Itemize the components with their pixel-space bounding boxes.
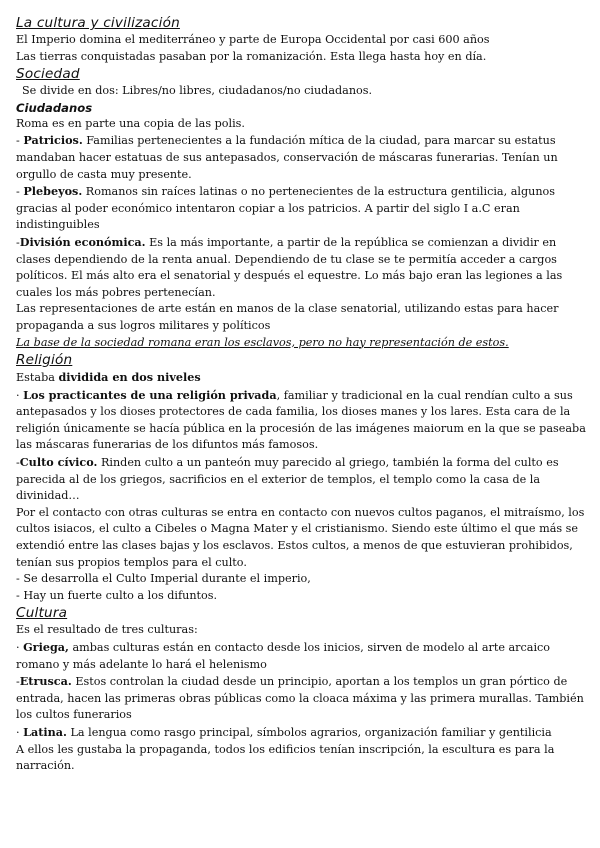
list-item-division-economica: -División económica. Es la más importante, a partir de la república se comienzan a dividir en clases dependiendo de la renta anual. Dependiendo de tu clase se te permitía acceder a cargos políticos. El más alto era el senatorial y después el equestre. Lo más bajo eran las legiones a las cuales los más pobres pertenecían.: [16, 234, 563, 299]
note-esclavos: La base de la sociedad romana eran los esclavos, pero no hay representación de estos.: [16, 335, 509, 349]
paragraph: Por el contacto con otras culturas se entra en contacto con nuevos cultos paganos, el mitraísmo, los cultos isiacos, el culto a Cibeles o Magna Mater y el cristianismo. Siendo este último el que más se extendió entre las clases bajas y los esclavos. Estos cultos, a menos de que estuvieran prohibidos, tenían sus propios templos para el culto.: [16, 505, 585, 569]
paragraph: Estaba dividida en dos niveles: [16, 370, 201, 385]
paragraph: Se divide en dos: Libres/no libres, ciudadanos/no ciudadanos.: [22, 84, 373, 98]
list-item-griega: · Griega, ambas culturas están en contacto desde los inicios, sirven de modelo al arte arcaico romano y más adelante lo hará el helenismo: [16, 640, 551, 671]
list-item-culto-civico: -Culto cívico. Rinden culto a un panteón muy parecido al griego, también la forma del culto es parecida al de los griegos, sacrificios en el exterior de templos, el templo como la casa de la divinidad…: [16, 455, 559, 503]
list-item-plebeyos: - Plebeyos. Romanos sin raíces latinas o no pertenecientes de la estructura gentilicia, algunos gracias al poder económico intentaron copiar a los patricios. A partir del siglo I a.C eran indistinguibles: [16, 184, 555, 232]
section-title-religion: Religión: [16, 352, 73, 369]
paragraph: Roma es en parte una copia de las polis.: [16, 116, 245, 130]
paragraph: El Imperio domina el mediterráneo y parte de Europa Occidental por casi 600 años: [16, 33, 490, 46]
paragraph: Es el resultado de tres culturas:: [16, 623, 198, 637]
term-etrusca: Etrusca.: [19, 674, 72, 689]
term-culto-civico: Culto cívico.: [19, 455, 98, 470]
paragraph: A ellos les gustaba la propaganda, todos los edificios tenían inscripción, la escultura es para la narración.: [16, 742, 555, 773]
term-griega: Griega,: [23, 640, 69, 654]
section-title-cultura: Cultura: [16, 605, 68, 622]
section-title-sociedad: Sociedad: [16, 66, 80, 83]
term-patricios: Patricios.: [23, 133, 83, 148]
term-religion-privada: Los practicantes de una religión privada: [23, 387, 277, 402]
paragraph: Las representaciones de arte están en manos de la clase senatorial, utilizando estas para hacer propaganda a sus logros militares y políticos: [16, 302, 559, 332]
list-item-culto-difuntos: - Hay un fuerte culto a los difuntos.: [16, 588, 218, 602]
list-item-etrusca: -Etrusca. Estos controlan la ciudad desde un principio, aportan a los templos un gran pórtico de entrada, hacen las primeras obras públicas como la cloaca máxima y las primera murallas. También los cultos funerarios: [16, 674, 584, 722]
section-title-cultura-civilizacion: La cultura y civilización: [16, 15, 180, 31]
paragraph: Las tierras conquistadas pasaban por la romanización. Esta llega hasta hoy en día.: [16, 49, 487, 63]
list-item-culto-imperial: - Se desarrolla el Culto Imperial durante el imperio,: [16, 572, 311, 586]
subsection-title-ciudadanos: Ciudadanos: [16, 100, 93, 115]
list-item-latina: · Latina. La lengua como rasgo principal, símbolos agrarios, organización familiar y gentilicia: [16, 724, 552, 739]
term-division-economica: División económica.: [19, 234, 146, 249]
list-item-patricios: - Patricios. Familias pertenecientes a la fundación mítica de la ciudad, para marcar su estatus mandaban hacer estatuas de sus antepasados, conservación de máscaras funerarias. Tenían un orgullo de casta muy presente.: [16, 133, 558, 181]
term-plebeyos: Plebeyos.: [23, 184, 83, 199]
term-latina: Latina.: [23, 724, 67, 739]
list-item-religion-privada: · Los practicantes de una religión privada, familiar y tradicional en la cual rendían culto a sus antepasados y los dioses protectores de cada familia, los dioses manes y los lares. Esta cara de la religión únicamente se hacía pública en la procesión de las imágenes maiorum en la que se paseaba las máscaras funerarias de los difuntos más famosos.: [16, 387, 586, 452]
